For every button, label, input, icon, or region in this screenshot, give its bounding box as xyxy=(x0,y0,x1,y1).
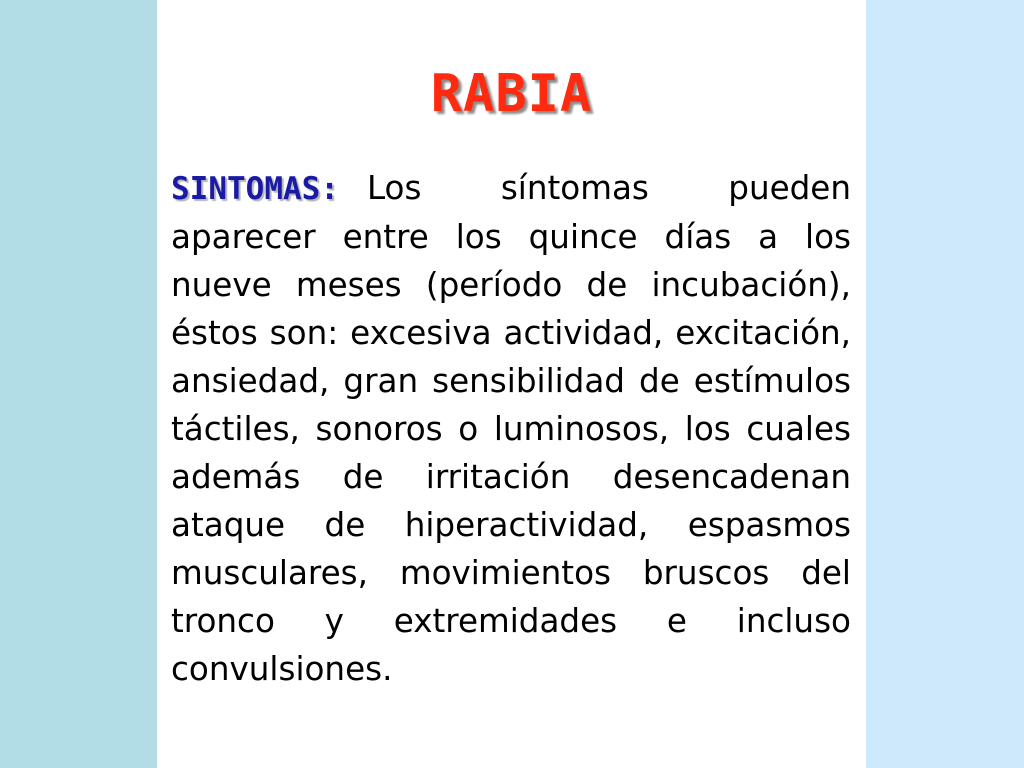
symptoms-paragraph xyxy=(171,164,851,693)
slide-content xyxy=(157,0,866,768)
symptoms-label: SINTOMAS: xyxy=(171,171,339,207)
left-side-panel xyxy=(0,0,157,768)
right-side-panel xyxy=(866,0,1024,768)
symptoms-text: Los síntomas pueden aparecer entre los quince días a los nueve meses (período de incubación), éstos son: excesiva actividad, excitación, ansiedad, gran sensibilidad de estímulos táctiles, sonoros o luminosos, los cuales además de irritación desencadenan ataque de hiperactividad, espasmos musculares, movimientos bruscos del tronco y extremidades e incluso convulsiones. xyxy=(171,169,851,688)
slide-title: RABIA xyxy=(430,64,593,124)
